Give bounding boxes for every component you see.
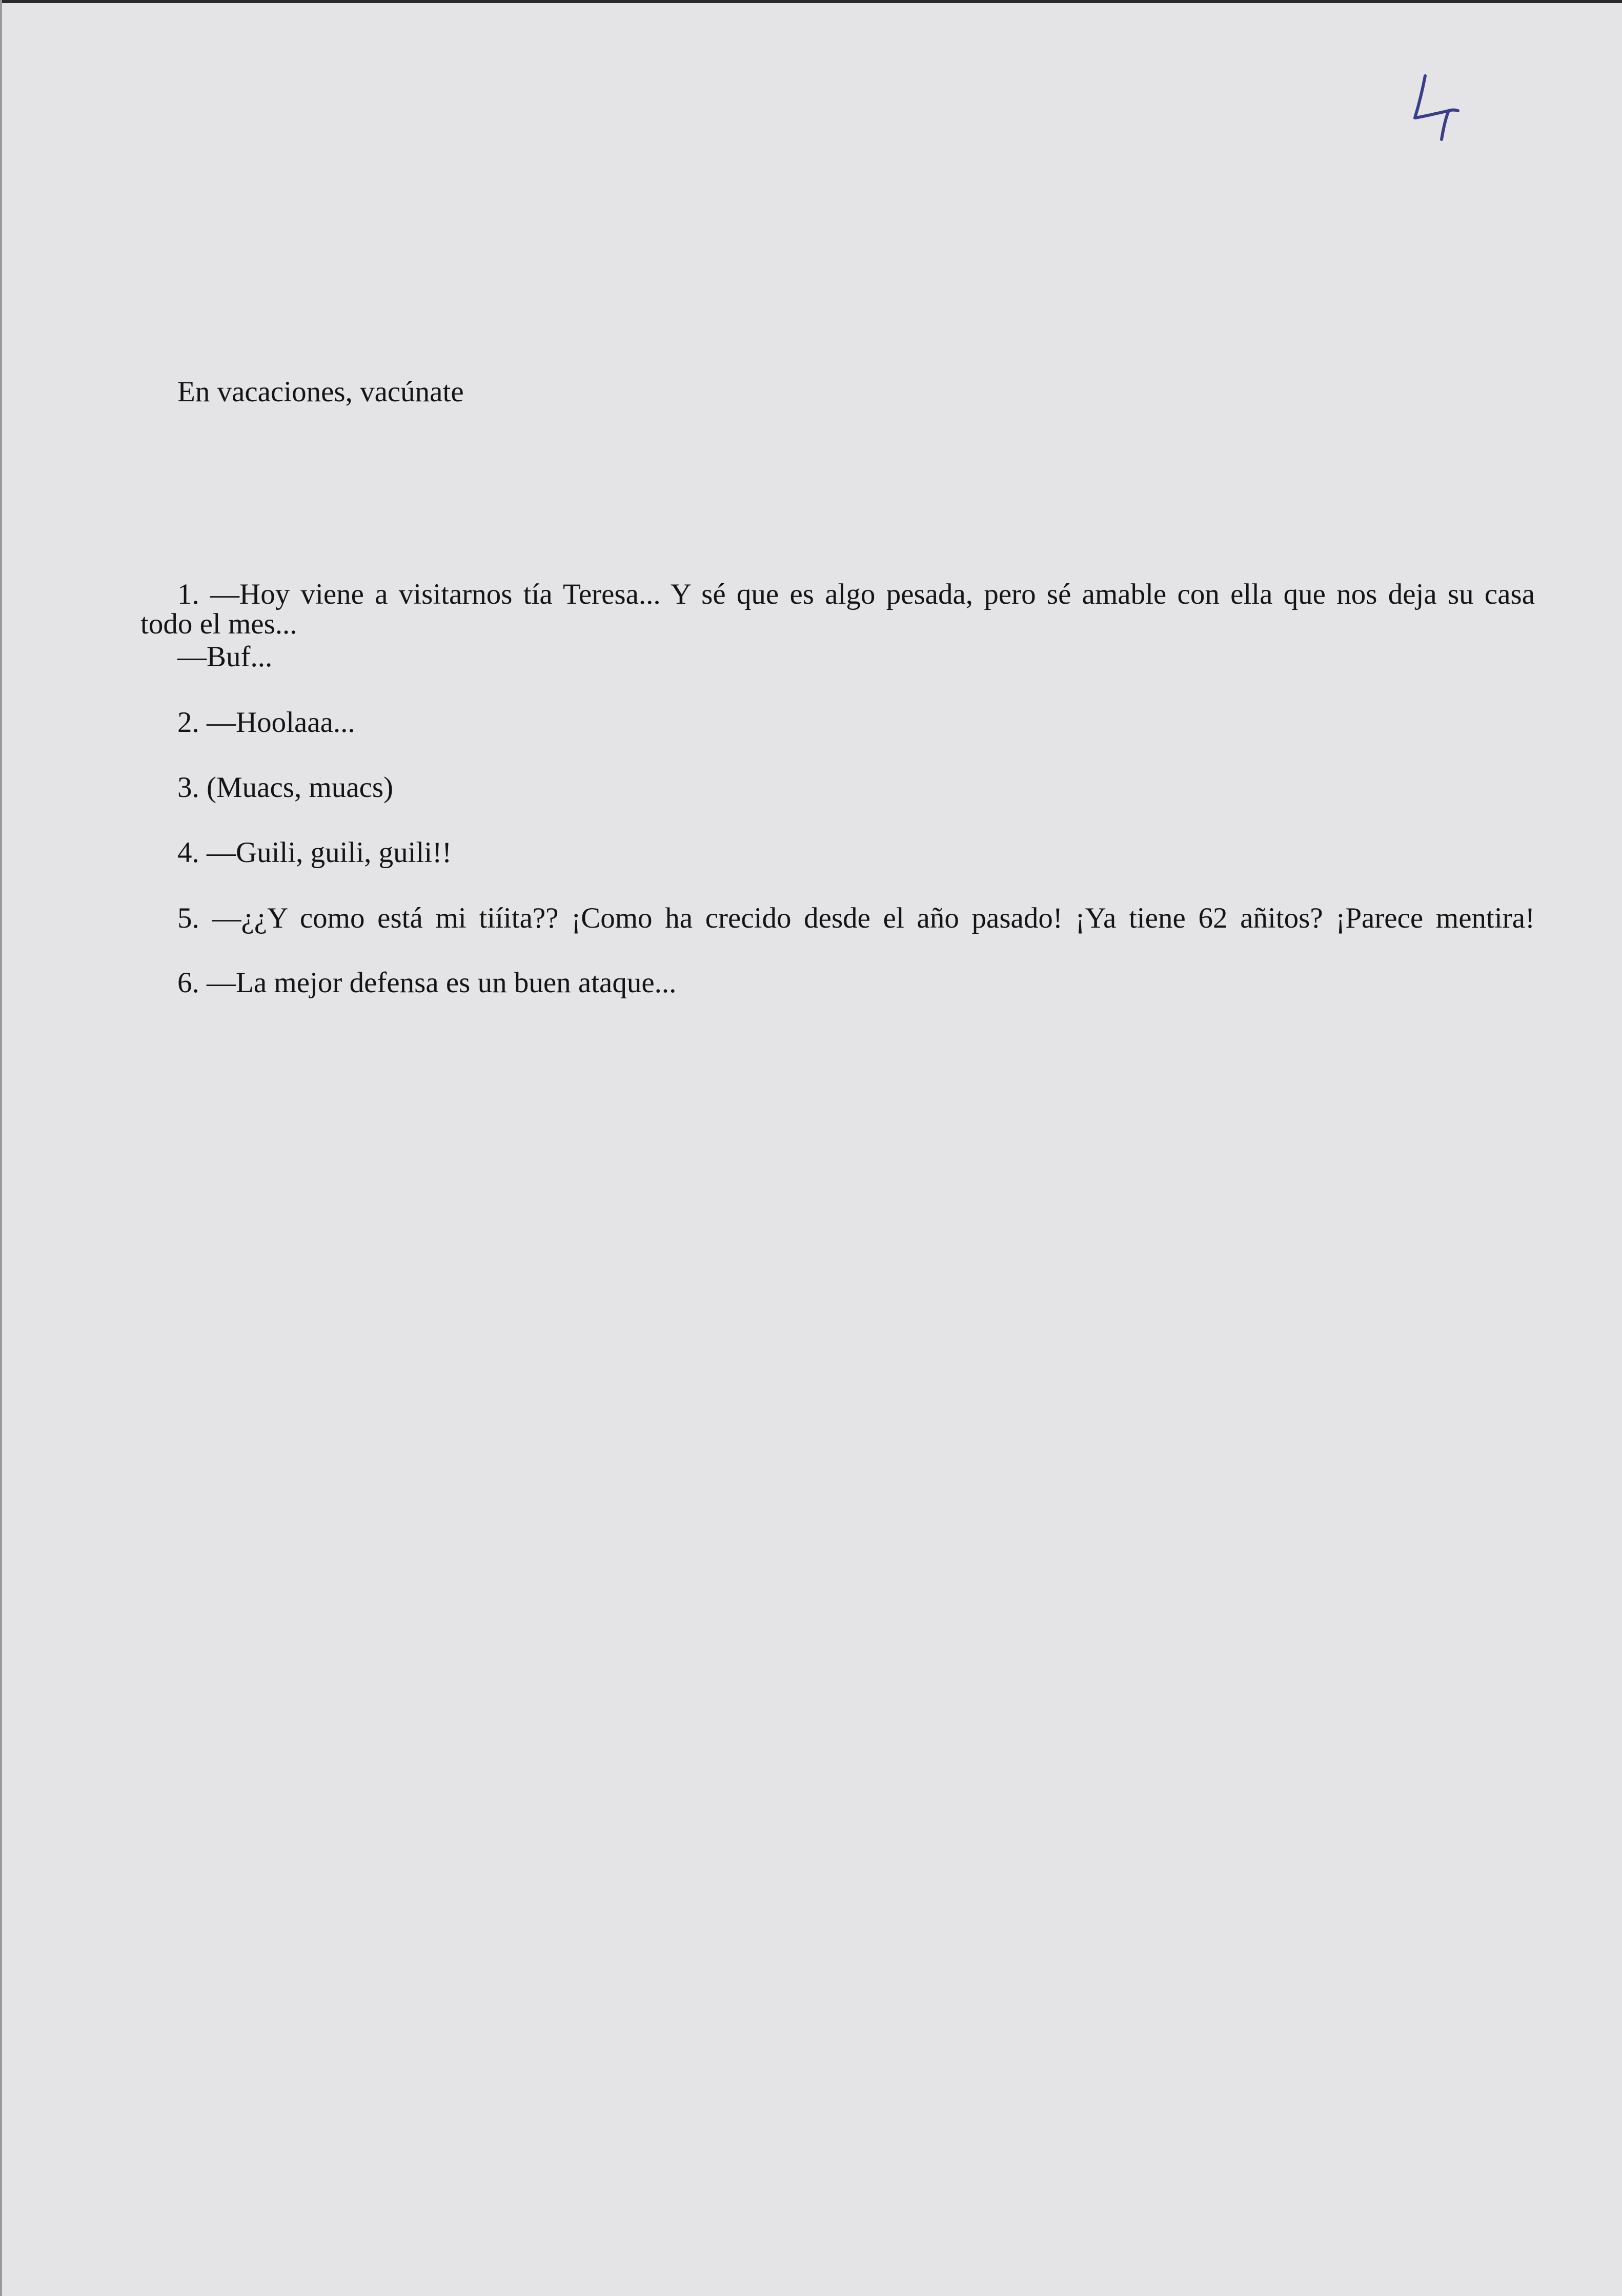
- scan-left-edge: [0, 0, 2, 2296]
- item-5: [177, 902, 1535, 935]
- item-5-text: 5. —¿¿Y como está mi tiíita?? ¡Como ha crecido desde el año pasado! ¡Ya tiene 62 añitos? ¡Parece mentira!: [177, 902, 1535, 934]
- item-1-reply: —Buf...: [177, 641, 273, 673]
- item-2: 2. —Hoolaaa...: [177, 706, 355, 739]
- document-title: En vacaciones, vacúnate: [177, 376, 464, 408]
- scan-top-edge: [0, 0, 1622, 3]
- item-1-continuation: todo el mes...: [140, 608, 297, 640]
- item-3: 3. (Muacs, muacs): [177, 771, 394, 804]
- handwritten-page-number: [1405, 67, 1471, 149]
- item-6: 6. —La mejor defensa es un buen ataque...: [177, 967, 677, 999]
- item-1-lead-text: 1. —Hoy viene a visitarnos tía Teresa... Y sé que es algo pesada, pero sé amable con ella que nos deja su casa: [177, 578, 1535, 610]
- item-4: 4. —Guili, guili, guili!!: [177, 836, 452, 869]
- item-1-lead: [177, 578, 1535, 611]
- handwritten-page-number-glyph: [1405, 67, 1471, 149]
